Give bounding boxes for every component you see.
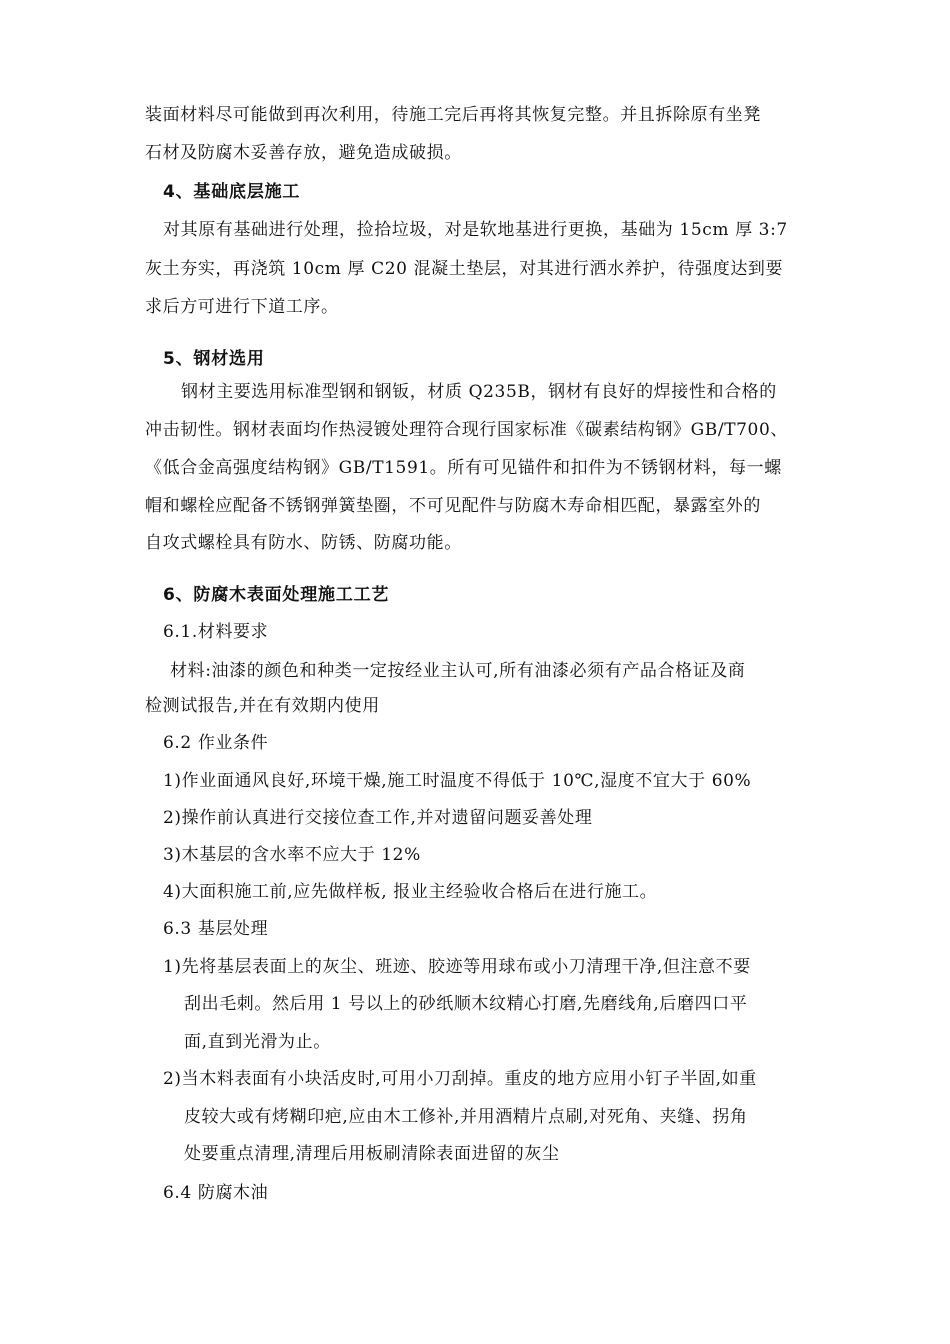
section-4-heading: 4、基础底层施工	[163, 182, 301, 202]
section-5-line-3: 《低合金高强度结构钢》GB/T1591。所有可见锚件和扣件为不锈钢材料，每一螺	[145, 458, 782, 478]
section-6-1-line-2: 检测试报告,并在有效期内使用	[145, 696, 380, 716]
section-4-line-1: 对其原有基础进行处理，捡拾垃圾，对是软地基进行更换，基础为 15cm 厚 3:7	[163, 220, 788, 240]
section-6-3-title: 6.3 基层处理	[163, 919, 269, 939]
section-6-1-line-1: 材料:油漆的颜色和种类一定按经业主认可,所有油漆必须有产品合格证及商	[170, 661, 746, 681]
section-6-3-item-1-line-2: 刮出毛刺。然后用 1 号以上的砂纸顺木纹精心打磨,先磨线角,后磨四口平	[184, 994, 748, 1014]
section-5-line-1: 钢材主要选用标准型钢和钢钣，材质 Q235B，钢材有良好的焊接性和合格的	[181, 382, 777, 402]
section-6-3-item-2-line-3: 处要重点清理,清理后用板刷清除表面进留的灰尘	[184, 1144, 560, 1164]
section-6-1-title: 6.1.材料要求	[163, 622, 269, 642]
section-6-2-item-3: 3)木基层的含水率不应大于 12%	[163, 845, 421, 865]
intro-line-2: 石材及防腐木妥善存放，避免造成破损。	[145, 143, 462, 163]
section-6-4-title: 6.4 防腐木油	[163, 1183, 269, 1203]
section-6-3-item-1-line-3: 面,直到光滑为止。	[184, 1032, 331, 1052]
section-6-2-item-1: 1)作业面通风良好,环境干燥,施工时温度不得低于 10℃,湿度不宜大于 60%	[163, 771, 752, 791]
intro-line-1: 装面材料尽可能做到再次利用，待施工完后再将其恢复完整。并且拆除原有坐凳	[145, 105, 761, 125]
section-6-2-title: 6.2 作业条件	[163, 733, 269, 753]
section-5-line-5: 自攻式螺栓具有防水、防锈、防腐功能。	[145, 533, 462, 553]
section-4-line-3: 求后方可进行下道工序。	[145, 297, 339, 317]
section-6-3-item-2-line-2: 皮较大或有烤糊印疤,应由木工修补,并用酒精片点刷,对死角、夹缝、拐角	[184, 1107, 748, 1127]
section-4-line-2: 灰土夯实，再浇筑 10cm 厚 C20 混凝土垫层，对其进行洒水养护，待强度达到要	[145, 259, 784, 279]
section-5-heading: 5、钢材选用	[163, 349, 265, 369]
section-6-heading: 6、防腐木表面处理施工工艺	[163, 585, 390, 605]
section-5-line-4: 帽和螺栓应配备不锈钢弹簧垫圈，不可见配件与防腐木寿命相匹配，暴露室外的	[145, 496, 761, 516]
section-6-3-item-2-line-1: 2)当木料表面有小块活皮时,可用小刀刮掉。重皮的地方应用小钉子半固,如重	[163, 1069, 757, 1089]
section-5-line-2: 冲击韧性。钢材表面均作热浸镀处理符合现行国家标准《碳素结构钢》GB/T700、	[145, 420, 788, 440]
section-6-2-item-4: 4)大面积施工前,应先做样板, 报业主经验收合格后在进行施工。	[163, 882, 658, 902]
section-6-2-item-2: 2)操作前认真进行交接位查工作,并对遗留问题妥善处理	[163, 808, 593, 828]
section-6-3-item-1-line-1: 1)先将基层表面上的灰尘、班迹、胶迹等用球布或小刀清理干净,但注意不要	[163, 957, 751, 977]
